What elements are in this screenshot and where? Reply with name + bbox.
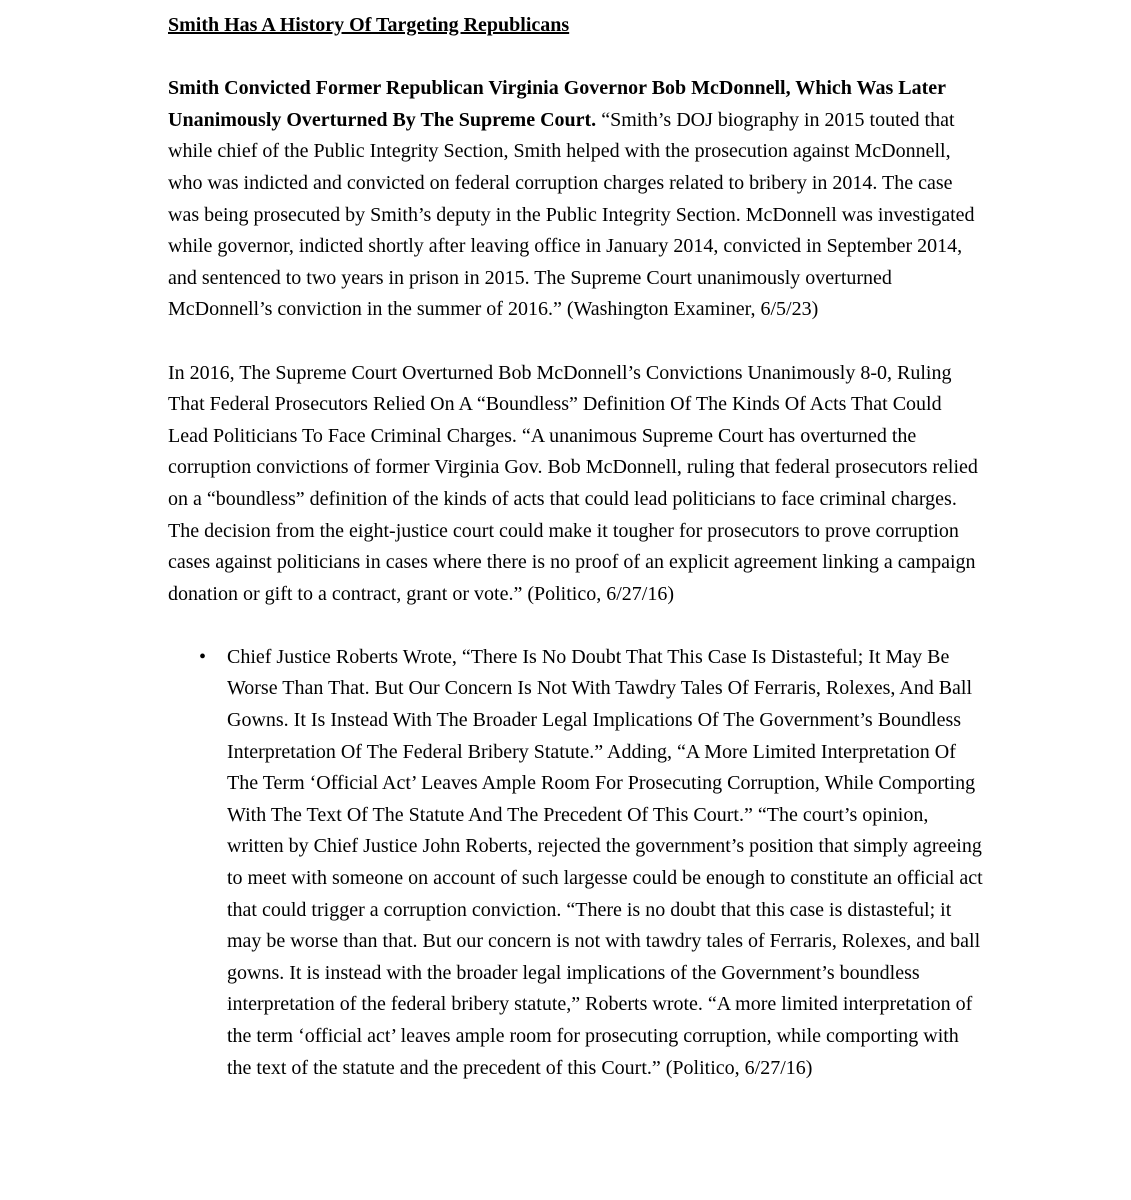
paragraph-supreme-court-overturn: [168, 358, 985, 611]
paragraph-mcdonnell-conviction: [168, 73, 985, 326]
bullet-text-roberts-quote: Chief Justice Roberts Wrote, “There Is No Doubt That This Case Is Distasteful; It May Be Worse Than That. But Our Concern Is Not With Tawdry Tales Of Ferraris, Rolexes, And Ball Gowns. It Is Instead With The Broader Legal Implications Of The Government’s Boundless Interpretation Of The Federal Bribery Statute.” Adding, “A More Limited Interpretation Of The Term ‘Official Act’ Leaves Ample Room For Prosecuting Corruption, While Comporting With The Text Of The Statute And The Precedent Of This Court.” “The court’s opinion, written by Chief Justice John Roberts, rejected the government’s position that simply agreeing to meet with someone on account of such largesse could be enough to constitute an official act that could trigger a corruption conviction. “There is no doubt that this case is distasteful; it may be worse than that. But our concern is not with tawdry tales of Ferraris, Rolexes, and ball gowns. It is instead with the broader legal implications of the Government’s boundless interpretation of the federal bribery statute,” Roberts wrote. “A more limited interpretation of the term ‘official act’ leaves ample room for prosecuting corruption, while comporting with the text of the statute and the precedent of this Court.” (Politico, 6/27/16): [227, 645, 983, 1079]
bullet-icon: •: [199, 645, 207, 668]
bullet-list: [168, 642, 985, 1084]
paragraph-body-text: “Smith’s DOJ biography in 2015 touted that while chief of the Public Integrity Section, Smith helped with the prosecution against McDonnell, who was indicted and convicted on federal corruption charges related to bribery in 2014. The case was being prosecuted by Smith’s deputy in the Public Integrity Section. McDonnell was investigated while governor, indicted shortly after leaving office in January 2014, convicted in September 2014, and sentenced to two years in prison in 2015. The Supreme Court unanimously overturned McDonnell’s conviction in the summer of 2016.” (Washington Examiner, 6/5/23): [168, 108, 975, 321]
document-heading: Smith Has A History Of Targeting Republicans: [168, 14, 570, 36]
paragraph-bold-lead: Smith Convicted Former Republican Virginia Governor Bob McDonnell, Which Was Later Unanimously Overturned By The Supreme Court.: [168, 77, 946, 131]
paragraph-body-text: In 2016, The Supreme Court Overturned Bob McDonnell’s Convictions Unanimously 8-0, Ruling That Federal Prosecutors Relied On A “Boundless” Definition Of The Kinds Of Acts That Could Lead Politicians To Face Criminal Charges. “A unanimous Supreme Court has overturned the corruption convictions of former Virginia Gov. Bob McDonnell, ruling that federal prosecutors relied on a “boundless” definition of the kinds of acts that could lead politicians to face criminal charges. The decision from the eight-justice court could make it tougher for prosecutors to prove corruption cases against politicians in cases where there is no proof of an explicit agreement linking a campaign donation or gift to a contract, grant or vote.” (Politico, 6/27/16): [168, 361, 978, 605]
list-item: [168, 642, 985, 1084]
